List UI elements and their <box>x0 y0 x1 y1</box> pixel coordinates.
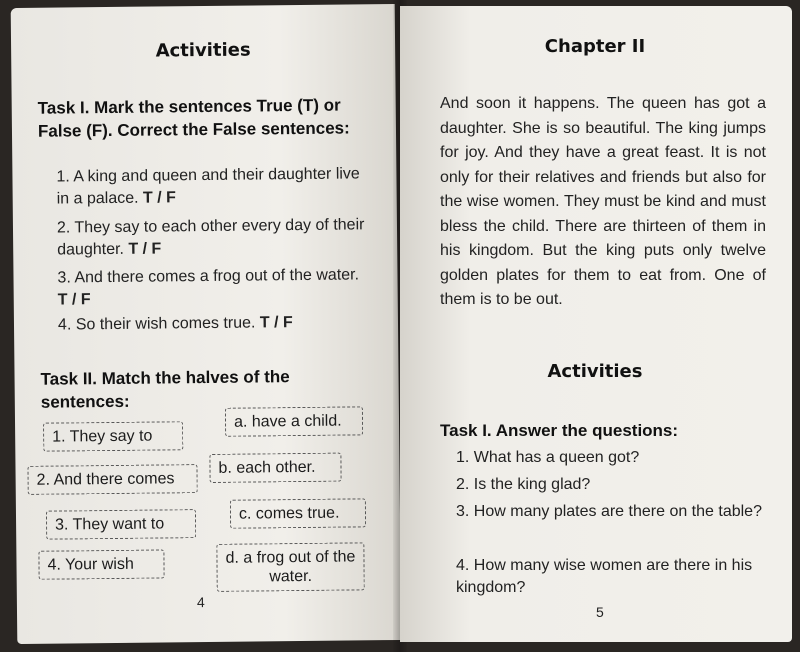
true-false-marker: T / F <box>142 189 176 207</box>
page-number-right: 5 <box>596 604 604 620</box>
left-page <box>11 4 402 644</box>
question-2: 2. Is the king glad? <box>456 476 591 493</box>
answer-task-title: Task I. Answer the questions: <box>440 421 679 440</box>
chapter-paragraph: And soon it happens. The queen has got a daughter. She is so beautiful. The king jumps for joy. And they have a great feast. It is not only for their relatives and friends but also for the wise women. They must be kind and must bless the child. There are thirteen of them in his kingdom. But the king puts only twelve golden plates for them to eat from. One of them is to be out. <box>440 95 766 308</box>
match-right-b: b. each other. <box>209 453 341 483</box>
true-false-marker: T / F <box>128 240 162 258</box>
question-3: 3. How many plates are there on the table? <box>456 503 762 520</box>
true-false-marker: T / F <box>57 291 91 309</box>
page-number-left: 4 <box>196 594 205 611</box>
question-4: 4. How many wise women are there in his kingdom? <box>456 557 753 596</box>
true-false-marker: T / F <box>259 314 293 332</box>
match-left-3: 3. They want to <box>46 509 196 540</box>
match-right-c: c. comes true. <box>230 498 366 528</box>
match-right-d: d. a frog out of the water. <box>216 542 364 592</box>
task2-title: Task II. Match the halves of the sentences: <box>40 367 290 412</box>
task1-title: Task I. Mark the sentences True (T) or False (F). Correct the False sentences: <box>37 95 350 141</box>
task1-item-4: 4. So their wish comes true. T / F <box>57 314 293 334</box>
match-right-a: a. have a child. <box>225 406 363 436</box>
task1-item-2: 2. They say to each other every day of their daughter. T / F <box>56 216 365 259</box>
task1-item-1: 1. A king and queen and their daughter live in a palace. T / F <box>56 165 360 208</box>
question-1: 1. What has a queen got? <box>456 449 640 466</box>
task1-item-3: 3. And there comes a frog out of the water. T / F <box>57 266 360 309</box>
match-left-4: 4. Your wish <box>38 549 164 579</box>
right-page-heading: Chapter II <box>544 36 646 57</box>
left-page-heading: Activities <box>155 39 251 62</box>
match-left-1: 1. They say to <box>43 421 183 451</box>
right-activities-heading: Activities <box>547 361 643 382</box>
match-left-2: 2. And there comes <box>27 464 197 495</box>
right-page <box>400 6 792 642</box>
